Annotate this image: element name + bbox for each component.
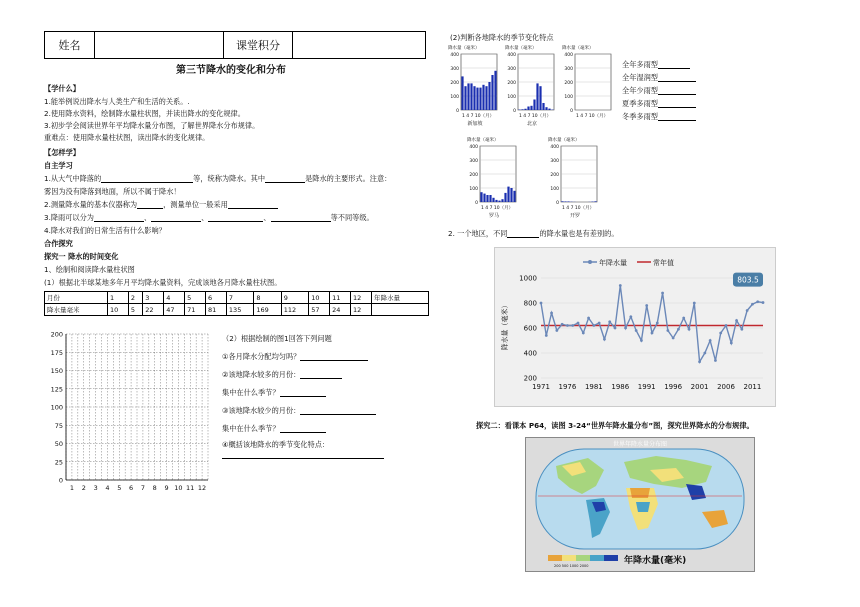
key-points: 重难点：使用降水量柱状图，读出降水的变化规律。 xyxy=(44,133,210,142)
value-row-label: 降水量毫米 xyxy=(45,304,108,316)
annual-series-point xyxy=(582,332,585,335)
blank-main-form[interactable] xyxy=(265,174,305,183)
value-cell: 135 xyxy=(226,304,253,316)
grid-x-tick: 5 xyxy=(117,484,122,491)
mini-chart-name: 开罗 xyxy=(569,213,581,219)
mini-chart-bar xyxy=(539,86,541,110)
mini-chart-singapore xyxy=(448,44,497,127)
mini-chart-bar xyxy=(527,107,529,111)
annual-series-point xyxy=(751,303,754,306)
legend-swatch-2 xyxy=(562,555,576,561)
blank-grade-3[interactable] xyxy=(208,213,263,222)
line-chart-x-tick: 1996 xyxy=(664,383,683,391)
self-q2: 2.测量降水量的基本仪器称为 ，测量单位一般采用 xyxy=(44,200,278,209)
annual-series-point xyxy=(550,312,553,315)
mini-chart-ylabel: 降水量（毫米） xyxy=(562,46,594,51)
annual-series-point xyxy=(561,323,564,326)
value-cell: 24 xyxy=(330,304,351,316)
answer-blank-5[interactable] xyxy=(280,424,326,433)
annual-series-point xyxy=(725,324,728,327)
month-cell: 7 xyxy=(226,292,253,304)
line-chart-x-tick: 1991 xyxy=(637,383,656,391)
mini-chart-bar xyxy=(507,187,509,202)
value-cell: 5 xyxy=(128,304,142,316)
mini-chart-ylabel: 降水量（毫米） xyxy=(467,138,499,143)
annual-series-points xyxy=(540,284,765,363)
grid-y-tick: 50 xyxy=(54,440,63,448)
annual-series-point xyxy=(656,322,659,325)
line-chart-x-tick: 2006 xyxy=(717,383,735,391)
grid-y-tick: 100 xyxy=(50,403,63,412)
mini-chart-bar xyxy=(504,193,506,202)
type-5: 冬季多雨型 xyxy=(622,112,696,121)
annual-series-point xyxy=(746,309,749,312)
map-title: 世界年降水量分布图 xyxy=(612,441,668,448)
season-title: (2)判断各地降水的季节变化特点 xyxy=(450,33,554,42)
annual-series-point xyxy=(592,324,595,327)
mini-chart-bar xyxy=(464,86,466,110)
grid-y-tick: 200 xyxy=(50,330,63,339)
mini-chart-bar xyxy=(473,86,475,110)
annual-series-point xyxy=(661,292,664,295)
mini-chart-x-ticks: 1 4 7 10（月） xyxy=(562,206,595,211)
mini-chart-y-tick: 100 xyxy=(550,186,559,192)
annual-series-point xyxy=(598,322,601,325)
legend-swatch-3 xyxy=(576,555,590,561)
mini-chart-empty xyxy=(562,44,611,119)
annual-series-point xyxy=(629,315,632,318)
mini-chart-bar xyxy=(482,85,484,110)
blank-grade-2[interactable] xyxy=(151,213,201,222)
month-row-label: 月份 xyxy=(45,292,108,304)
blank-precip-forms[interactable] xyxy=(101,174,193,183)
mini-chart-bar xyxy=(488,82,490,110)
monthly-table xyxy=(44,291,429,316)
mini-chart-x-ticks: 1 4 7 10（月） xyxy=(576,114,609,119)
mini-chart-cairo xyxy=(548,136,597,219)
line-chart-y-ticks xyxy=(519,275,537,383)
mini-chart-y-tick: 300 xyxy=(469,158,478,164)
mini-chart-bar xyxy=(561,201,563,202)
answer-blank-6[interactable] xyxy=(222,458,384,459)
grid-x-tick: 7 xyxy=(140,484,145,491)
mini-chart-y-tick: 300 xyxy=(507,66,516,72)
annual-series-point xyxy=(619,284,622,287)
line-chart-x-tick: 1981 xyxy=(584,383,603,391)
type-blank-2[interactable] xyxy=(658,73,696,82)
line-chart-x-ticks xyxy=(532,383,761,391)
objective-2: 2.使用降水资料，绘制降水量柱状图，并读出降水的变化规律。 xyxy=(44,109,245,118)
grid-x-tick: 8 xyxy=(152,484,157,491)
month-cell: 3 xyxy=(143,292,164,304)
grid-y-tick: 75 xyxy=(54,421,63,430)
line-chart-y-tick: 1000 xyxy=(519,274,537,283)
q2-item-5: 集中在什么季节？ xyxy=(222,424,326,433)
month-cell: 11 xyxy=(330,292,351,304)
mini-chart-name: 罗马 xyxy=(488,213,500,219)
grid-x-tick: 6 xyxy=(129,484,134,491)
type-blank-4[interactable] xyxy=(658,99,696,108)
line-chart-x-tick: 1976 xyxy=(558,383,577,391)
grid-y-tick: 125 xyxy=(50,385,63,394)
type-blank-1[interactable] xyxy=(658,60,690,69)
table-row xyxy=(45,292,429,304)
annual-series-point xyxy=(682,317,685,320)
legend-normal-label: 常年值 xyxy=(653,259,674,267)
line-chart-x-tick: 2011 xyxy=(743,383,762,391)
annual-series-point xyxy=(730,342,733,345)
mini-chart-bar xyxy=(483,194,485,202)
month-cell: 6 xyxy=(206,292,227,304)
mini-chart-y-tick: 0 xyxy=(456,108,459,114)
mini-chart-ylabel: 降水量（毫米） xyxy=(505,46,537,51)
self-q1-line2: 雾因为没有降落到地面，所以不属于降水！ xyxy=(44,187,181,196)
annual-series-line xyxy=(541,286,763,362)
annual-series-point xyxy=(640,339,643,342)
step1: 1、绘制和阅读降水量柱状图 xyxy=(44,265,135,274)
annual-series-point xyxy=(703,352,706,355)
question2: 2. 一个地区，不同 的降水量也是有差别的。 xyxy=(448,229,619,238)
line-chart-x-tick: 1986 xyxy=(611,383,630,391)
value-cell: 10 xyxy=(108,304,129,316)
mini-chart-bar xyxy=(461,76,463,110)
grid-y-tick: 175 xyxy=(50,348,63,357)
grid-labels xyxy=(51,331,207,492)
annual-series-point xyxy=(698,360,701,363)
line-chart-y-tick: 400 xyxy=(523,349,537,358)
type-blank-5[interactable] xyxy=(658,112,696,121)
learn-what-heading: 【学什么】 xyxy=(44,84,80,93)
month-cell: 4 xyxy=(164,292,185,304)
mini-chart-beijing xyxy=(505,44,554,127)
step1-desc: (1）根据北半球某地多年月平均降水量资料，完成该地各月降水量柱状图。 xyxy=(44,278,282,287)
grid-lines xyxy=(66,334,208,480)
value-cell: 81 xyxy=(206,304,227,316)
mini-chart-bar xyxy=(486,195,488,202)
sahara xyxy=(630,488,650,498)
annual-series-point xyxy=(624,327,627,330)
mini-chart-bar xyxy=(524,109,526,110)
month-cell: 9 xyxy=(281,292,308,304)
self-q4: 4.降水对我们的日常生活有什么影响？ xyxy=(44,226,166,235)
mini-chart-bar xyxy=(476,88,478,110)
annual-label: 年降水量 xyxy=(372,292,429,304)
mini-chart-name: 北京 xyxy=(526,121,538,127)
mini-chart-rome xyxy=(467,136,516,219)
mini-chart-ylabel: 降水量（毫米） xyxy=(448,46,480,51)
legend-annual-marker xyxy=(588,260,592,264)
mini-chart-name: 新加坡 xyxy=(467,121,483,127)
grid-x-tick: 11 xyxy=(186,484,195,491)
self-q1-line1: 1.从大气中降落的 等，统称为降水。其中 是降水的主要形式。注意： xyxy=(44,174,392,183)
line-chart xyxy=(495,248,775,406)
annual-series-point xyxy=(714,359,717,362)
mini-chart-y-tick: 400 xyxy=(507,52,516,58)
type-1: 全年多雨型 xyxy=(622,60,690,69)
q2-item-2: ②该地降水较多的月份： xyxy=(222,370,342,379)
q2-item-4: ③该地降水较少的月份： xyxy=(222,406,376,415)
type-3: 全年少雨型 xyxy=(622,86,696,95)
mini-chart-bar xyxy=(545,107,547,110)
mini-chart-x-ticks: 1 4 7 10（月） xyxy=(481,206,514,211)
month-cell: 1 xyxy=(108,292,129,304)
mini-chart-y-tick: 0 xyxy=(556,200,559,206)
mini-chart-y-tick: 200 xyxy=(564,80,573,86)
mini-chart-bar xyxy=(467,83,469,110)
mini-chart-y-tick: 100 xyxy=(564,94,573,100)
annual-series-point xyxy=(693,302,696,305)
mini-chart-bar xyxy=(521,109,523,110)
mini-chart-bar xyxy=(564,201,566,202)
mini-chart-y-tick: 0 xyxy=(475,200,478,206)
grid-x-tick: 4 xyxy=(105,484,110,491)
legend-swatch-1 xyxy=(548,555,562,561)
grid-x-tick: 1 xyxy=(69,484,75,491)
mini-chart-y-tick: 300 xyxy=(450,66,459,72)
mini-chart-bar xyxy=(491,75,493,110)
legend-title: 年降水量(毫米) xyxy=(624,556,687,566)
mini-chart-y-tick: 400 xyxy=(564,52,573,58)
annual-series-point xyxy=(756,300,759,303)
annual-series-point xyxy=(709,339,712,342)
coop-heading: 合作探究 xyxy=(44,239,73,248)
blank-grade-1[interactable] xyxy=(94,213,144,222)
mini-charts xyxy=(447,42,617,242)
answer-blank-4[interactable] xyxy=(300,406,376,415)
mini-chart-y-tick: 0 xyxy=(570,108,573,114)
mini-chart-bar xyxy=(548,109,550,110)
grid-x-tick: 3 xyxy=(93,484,98,491)
annual-series-point xyxy=(719,332,722,335)
value-cell: 57 xyxy=(309,304,330,316)
legend-annual-label: 年降水量 xyxy=(599,259,627,267)
line-chart-x-tick: 2001 xyxy=(690,383,709,391)
self-q3: 3.降雨可以分为 、 、 、 等不同等级。 xyxy=(44,213,374,222)
mini-chart-bar xyxy=(479,88,481,110)
explore1-heading: 探究一 降水的时间变化 xyxy=(44,252,119,261)
answer-blank-1[interactable] xyxy=(300,352,368,361)
mini-chart-y-tick: 200 xyxy=(450,80,459,86)
mini-chart-bar xyxy=(480,192,482,202)
month-cell: 2 xyxy=(128,292,142,304)
type-blank-3[interactable] xyxy=(658,86,696,95)
month-cell: 8 xyxy=(254,292,281,304)
answer-blank-3[interactable] xyxy=(280,388,326,397)
annual-series-point xyxy=(603,338,606,341)
q2-title: （2）根据绘制的图1回答下列问题 xyxy=(222,334,332,343)
value-cell: 71 xyxy=(185,304,206,316)
annual-series-point xyxy=(735,319,738,322)
blank-bar-grid[interactable] xyxy=(44,326,214,491)
grid-y-tick: 0 xyxy=(58,476,63,485)
annual-series-point xyxy=(635,329,638,332)
objective-3: 3.初步学会阅读世界年平均降水量分布图，了解世界降水分布规律。 xyxy=(44,121,260,130)
mini-chart-y-tick: 0 xyxy=(513,108,516,114)
annual-series-point xyxy=(651,332,654,335)
type-2: 全年湿润型 xyxy=(622,73,696,82)
value-cell: 169 xyxy=(254,304,281,316)
name-field[interactable] xyxy=(95,32,224,59)
grid-y-tick: 25 xyxy=(54,458,63,467)
mini-chart-bar xyxy=(485,86,487,110)
month-cell: 5 xyxy=(185,292,206,304)
annual-value-cell[interactable] xyxy=(372,304,429,316)
annual-series-point xyxy=(672,337,675,340)
blank-instrument[interactable] xyxy=(137,200,163,209)
mini-chart-bar xyxy=(501,199,503,202)
annual-series-point xyxy=(555,329,558,332)
q2-item-1: ①各月降水分配均匀吗？ xyxy=(222,352,368,361)
mini-chart-y-tick: 300 xyxy=(550,158,559,164)
annual-series-point xyxy=(645,304,648,307)
objective-1: 1.能举例说出降水与人类生产和生活的关系。. xyxy=(44,97,190,106)
grid-x-tick: 12 xyxy=(197,484,207,491)
mini-chart-bar xyxy=(470,83,472,110)
legend-swatch-4 xyxy=(590,555,604,561)
legend-values: 200 500 1000 2000 xyxy=(554,564,589,568)
type-4: 夏季多雨型 xyxy=(622,99,696,108)
annual-series-point xyxy=(571,324,574,327)
central-africa xyxy=(636,502,650,512)
mini-chart-x-ticks: 1 4 7 10（月） xyxy=(519,114,552,119)
annual-series-point xyxy=(614,327,617,330)
mini-chart-bar xyxy=(536,83,538,110)
mini-chart-y-tick: 200 xyxy=(550,172,559,178)
line-chart-grid xyxy=(541,275,763,378)
mini-chart-bar xyxy=(492,198,494,202)
mini-chart-y-tick: 300 xyxy=(564,66,573,72)
mini-chart-bar xyxy=(498,201,500,202)
header-table xyxy=(44,31,426,59)
value-cell: 12 xyxy=(351,304,372,316)
page-title: 第三节降水的变化和分布 xyxy=(176,65,286,76)
line-chart-y-tick: 800 xyxy=(523,299,537,308)
world-precip-map xyxy=(525,437,755,572)
annual-series-point xyxy=(540,302,543,305)
value-cell: 47 xyxy=(164,304,185,316)
legend-swatch-5 xyxy=(604,555,618,561)
mini-chart-x-ticks: 1 4 7 10（月） xyxy=(462,114,495,119)
annual-series-point xyxy=(566,324,569,327)
value-cell: 22 xyxy=(143,304,164,316)
blank-grade-4[interactable] xyxy=(271,213,331,222)
name-label: 姓名 xyxy=(45,32,95,59)
grid-x-tick: 10 xyxy=(174,484,183,491)
annual-series-point xyxy=(688,328,691,331)
mini-chart-y-tick: 100 xyxy=(507,94,516,100)
table-row xyxy=(45,304,429,316)
annual-series-point xyxy=(677,328,680,331)
mini-chart-y-tick: 100 xyxy=(450,94,459,100)
mini-chart-bar xyxy=(530,106,532,110)
mini-chart-ylabel: 降水量（毫米） xyxy=(548,138,580,143)
score-field[interactable] xyxy=(293,32,426,59)
month-cell: 12 xyxy=(351,292,372,304)
line-chart-x-tick: 1971 xyxy=(532,383,550,391)
q2-item-3: 集中在什么季节？ xyxy=(222,388,326,397)
mini-chart-y-tick: 100 xyxy=(469,186,478,192)
month-cell: 10 xyxy=(309,292,330,304)
mini-chart-bar xyxy=(510,188,512,202)
annual-series-point xyxy=(666,329,669,332)
mini-chart-bar xyxy=(542,103,544,110)
map-svg xyxy=(526,438,754,571)
mini-chart-y-tick: 200 xyxy=(469,172,478,178)
mini-chart-y-tick: 200 xyxy=(507,80,516,86)
mini-chart-bar xyxy=(594,201,596,202)
line-chart-y-tick: 200 xyxy=(523,374,537,383)
annual-series-point xyxy=(545,334,548,337)
explore2-heading: 探究二：看课本 P64，读图 3-24“世界年降水量分布”图，探究世界降水的分布规律。 xyxy=(476,421,754,430)
mini-chart-bar xyxy=(494,71,496,110)
grid-x-tick: 2 xyxy=(81,484,86,491)
self-study-heading: 自主学习 xyxy=(44,161,73,170)
annual-series-point xyxy=(587,317,590,320)
mini-chart-bar xyxy=(567,201,569,202)
value-cell: 112 xyxy=(281,304,308,316)
mini-chart-bar xyxy=(533,100,535,111)
line-chart-ylabel: 降水量（毫米） xyxy=(501,301,509,351)
blank-unit[interactable] xyxy=(228,200,278,209)
grid-x-tick: 9 xyxy=(164,484,169,491)
callout-label: 803.5 xyxy=(737,275,759,285)
score-label: 课堂积分 xyxy=(224,32,293,59)
question2-blank[interactable] xyxy=(507,229,539,238)
annual-series-point xyxy=(577,322,580,325)
mini-chart-bar xyxy=(489,195,491,202)
how-learn-heading: 【怎样学】 xyxy=(44,148,80,157)
grid-y-tick: 150 xyxy=(50,367,63,375)
mini-chart-y-tick: 400 xyxy=(450,52,459,58)
mini-chart-bar xyxy=(495,200,497,202)
annual-series-point xyxy=(762,301,765,304)
line-chart-panel xyxy=(494,247,776,407)
mini-chart-y-tick: 400 xyxy=(469,144,478,150)
annual-series-point xyxy=(608,320,611,323)
annual-series-point xyxy=(740,328,743,331)
line-chart-y-tick: 600 xyxy=(523,324,537,333)
answer-blank-2[interactable] xyxy=(300,370,342,379)
mini-chart-y-tick: 400 xyxy=(550,144,559,150)
q2-item-6: ④概括该地降水的季节变化特点： xyxy=(222,440,330,449)
mini-chart-bar xyxy=(513,191,515,202)
